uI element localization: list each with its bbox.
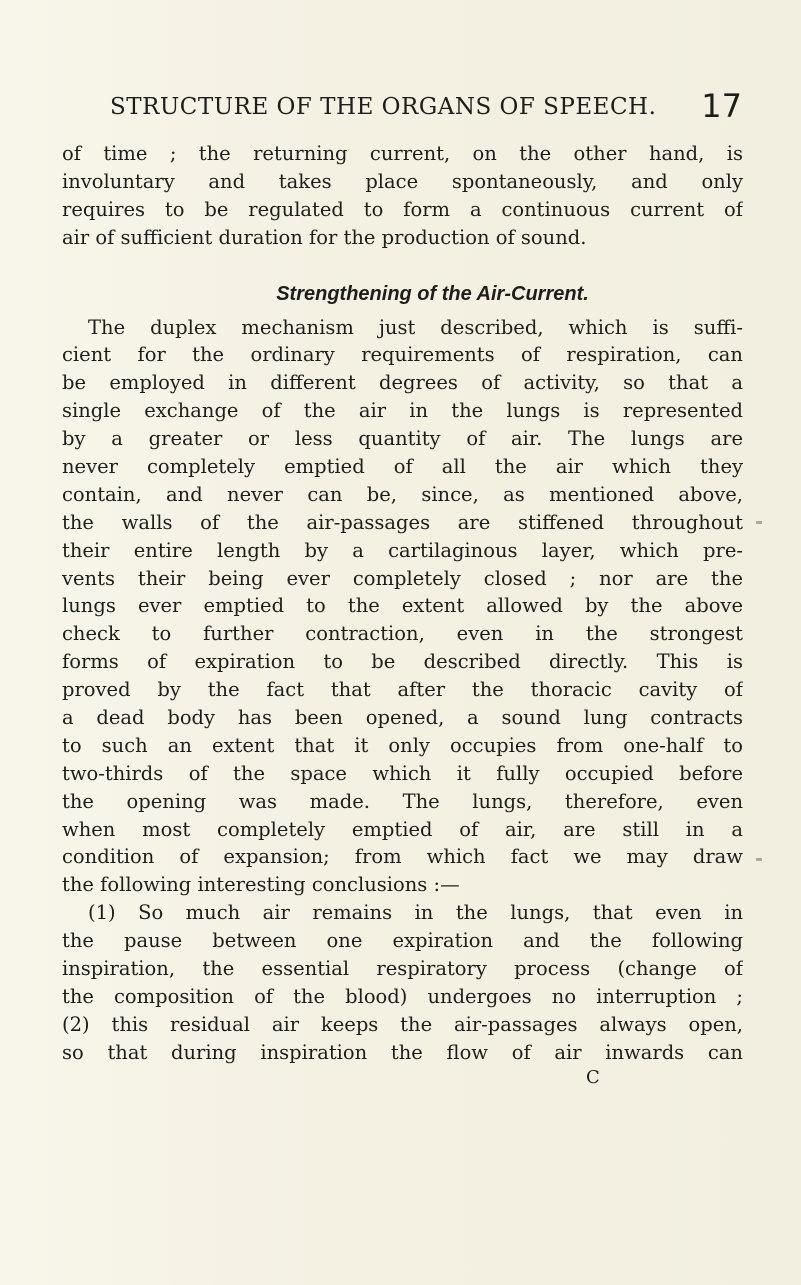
text-line: the walls of the air-passages are stiffened throughout [62,510,743,534]
text-line: their entire length by a cartilaginous layer, which pre- [62,538,743,562]
text-line: a dead body has been opened, a sound lung contracts [62,706,743,730]
text-line: when most completely emptied of air, are still in a [62,817,743,841]
text-line: the opening was made. The lungs, therefore, even [62,789,743,813]
text-line: forms of expiration to be described directly. This is [62,650,743,674]
signature-mark: C [586,1067,600,1088]
text-line: (2) this residual air keeps the air-passages always open, [62,1012,743,1036]
running-title: STRUCTURE OF THE ORGANS OF SPEECH. [110,94,657,120]
body-text [62,140,743,1067]
text-line: requires to be regulated to form a continuous current of [62,197,743,221]
text-line: by a greater or less quantity of air. The lungs are [62,427,743,451]
text-line: be employed in different degrees of activity, so that a [62,371,743,395]
text-line: the following interesting conclusions :— [62,873,460,897]
text-line: cient for the ordinary requirements of respiration, can [62,343,743,367]
paragraph-2 [62,314,743,900]
text-line: check to further contraction, even in the strongest [62,622,743,646]
text-line: The duplex mechanism just described, which is suffi- [88,315,743,339]
page-number: 17 [701,87,742,125]
text-line: to such an extent that it only occupies from one-half to [62,733,743,757]
paragraph-1 [62,140,743,252]
running-head [110,89,742,125]
text-line: of time ; the returning current, on the other hand, is [62,142,743,165]
section-heading: Strengthening of the Air-Current. [276,282,589,305]
text-line: single exchange of the air in the lungs is represented [62,399,743,423]
text-line: proved by the fact that after the thoracic cavity of [62,678,743,702]
text-line: vents their being ever completely closed ; nor are the [62,566,743,590]
text-line: involuntary and takes place spontaneously, and only [62,169,743,193]
text-line: inspiration, the essential respiratory process (change of [62,957,743,981]
text-line: the composition of the blood) undergoes no interruption ; [62,984,743,1008]
text-line: the pause between one expiration and the following [62,929,743,953]
text-line: lungs ever emptied to the extent allowed by the above [62,594,743,618]
margin-speck [756,521,762,524]
margin-speck [756,858,762,861]
text-line: air of sufficient duration for the production of sound. [62,225,587,249]
text-line: never completely emptied of all the air which they [62,455,743,479]
text-line: (1) So much air remains in the lungs, that even in [88,901,743,925]
text-line: condition of expansion; from which fact we may draw [62,845,743,869]
text-line: so that during inspiration the flow of air inwards can [62,1040,743,1064]
paragraph-3 [62,899,743,1066]
text-line: contain, and never can be, since, as mentioned above, [62,482,743,506]
text-line: two-thirds of the space which it fully occupied before [62,761,743,785]
